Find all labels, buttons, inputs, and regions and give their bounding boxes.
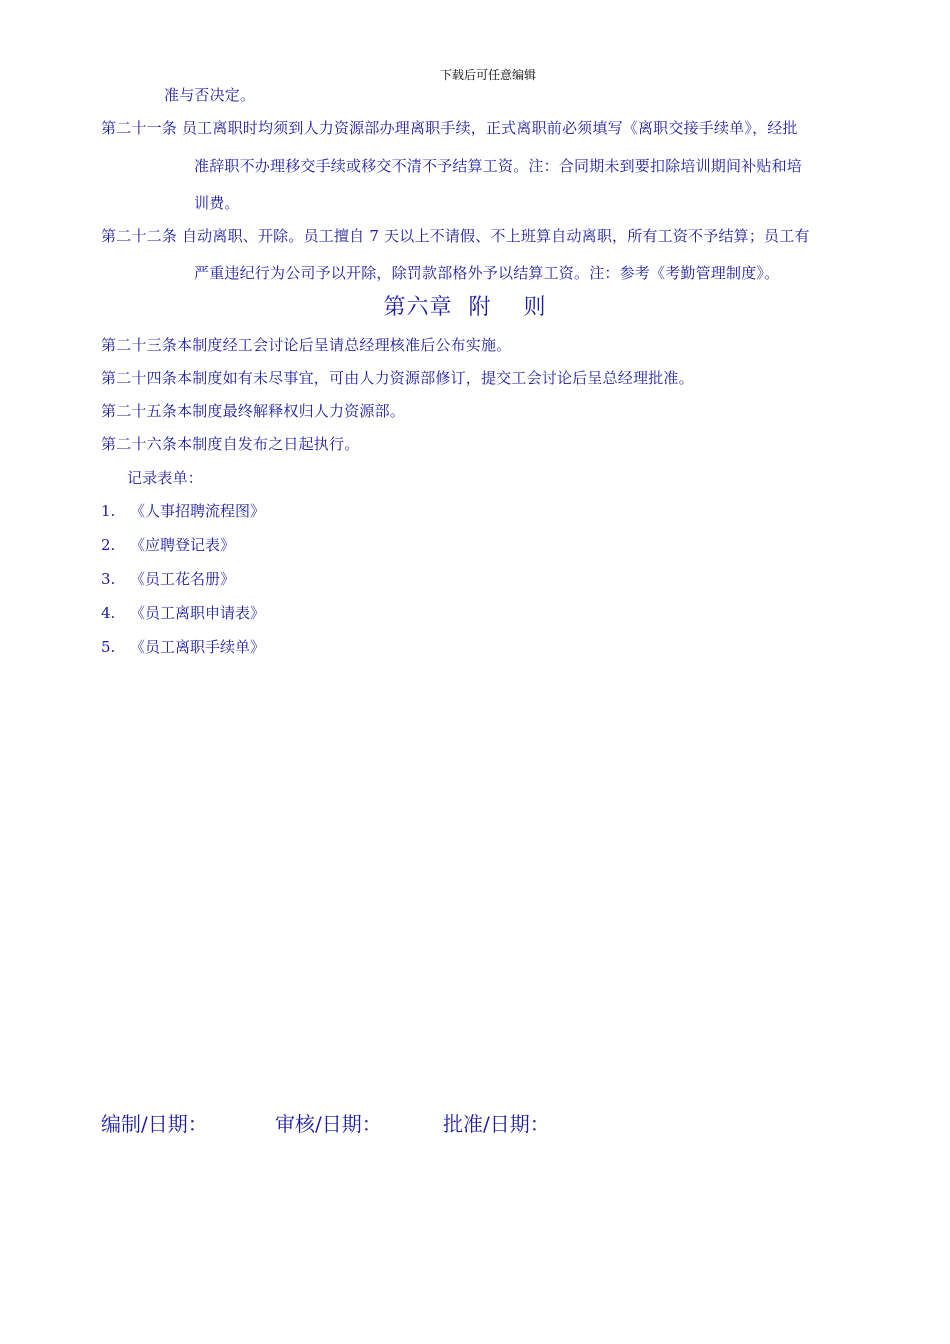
record-name: 《人事招聘流程图》 [130, 502, 266, 520]
record-number: 1. [101, 502, 116, 520]
article-23: 第二十三条本制度经工会讨论后呈请总经理核准后公布实施。 [101, 336, 512, 354]
records-label: 记录表单： [127, 469, 204, 487]
article-22-line-1: 第二十二条 自动离职、开除。员工擅自 7 天以上不请假、不上班算自动离职，所有工资不予结算；员工有 [101, 227, 810, 245]
record-name: 《员工离职手续单》 [130, 638, 266, 656]
page-header-note: 下载后可任意编辑 [439, 68, 536, 82]
chapter-title: 第六章 附 则 [383, 295, 547, 320]
record-item [101, 534, 235, 555]
record-item [101, 500, 265, 521]
signoff-approved: 批准/日期： [443, 1112, 550, 1136]
record-item [101, 568, 235, 589]
article-25: 第二十五条本制度最终解释权归人力资源部。 [101, 402, 406, 420]
signoff-reviewed: 审核/日期： [275, 1112, 382, 1136]
signoff-prepared: 编制/日期： [101, 1112, 208, 1136]
record-name: 《应聘登记表》 [130, 536, 236, 554]
article-22-line-2: 严重违纪行为公司予以开除，除罚款部格外予以结算工资。注：参考《考勤管理制度》。 [194, 264, 780, 282]
record-number: 5. [101, 638, 116, 656]
article-24: 第二十四条本制度如有未尽事宜，可由人力资源部修订，提交工会讨论后呈总经理批准。 [101, 369, 694, 387]
record-item [101, 636, 265, 657]
article-21-line-1: 第二十一条 员工离职时均须到人力资源部办理离职手续，正式离职前必须填写《离职交接手续单》，经批 [101, 119, 798, 137]
article-26: 第二十六条本制度自发布之日起执行。 [101, 435, 360, 453]
record-number: 4. [101, 604, 116, 622]
article-21-line-2: 准辞职不办理移交手续或移交不清不予结算工资。注：合同期未到要扣除培训期间补贴和培 [194, 157, 803, 175]
record-name: 《员工花名册》 [130, 570, 236, 588]
record-name: 《员工离职申请表》 [130, 604, 266, 622]
article-21-line-3: 训费。 [194, 194, 240, 212]
record-number: 2. [101, 536, 116, 554]
record-number: 3. [101, 570, 116, 588]
continuation-text: 准与否决定。 [164, 86, 256, 104]
record-item [101, 602, 265, 623]
